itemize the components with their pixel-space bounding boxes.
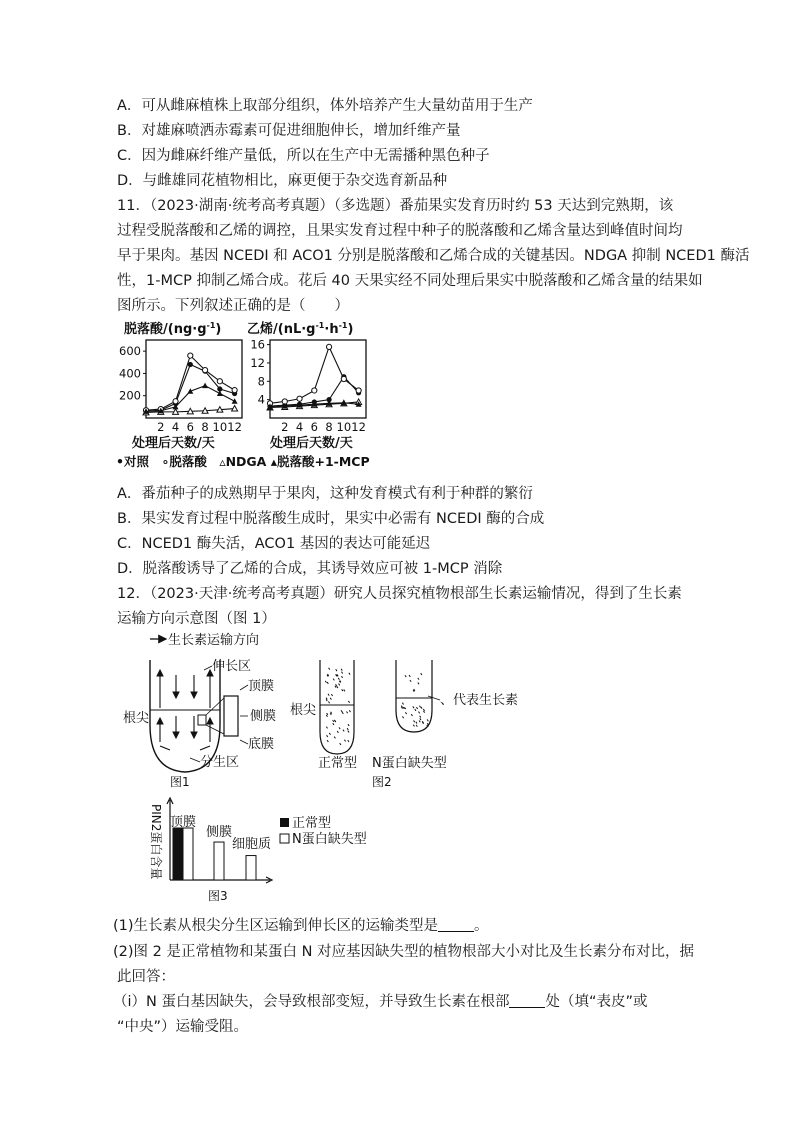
legend-normal-swatch: [280, 818, 289, 827]
q11-stem-line: 11．（2023·湖南·统考高考真题）（多选题）番茄果实发育历时约 53 天达到完熟期，该: [117, 198, 674, 214]
q12-stem-line: 运输方向示意图（图 1）: [117, 611, 276, 627]
fig1-caption: 图1: [170, 775, 190, 789]
cell-marker: [198, 715, 206, 725]
data-point: [202, 367, 207, 372]
q11-option-d: D．脱落酸诱导了乙烯的合成，其诱导效应可被 1-MCP 消除: [117, 561, 503, 577]
fig1-legend: 生长素运输方向: [168, 633, 260, 648]
q12-sub1: (1)生长素从根尖分生区运输到伸长区的运输类型是 。: [113, 918, 489, 934]
normal-type-label: 正常型: [318, 756, 358, 771]
fig2-root-tip-label: 根尖: [290, 703, 317, 718]
q12-sub2-line1: (2)图 2 是正常植物和某蛋白 N 对应基因缺失型的植物根部大小对比及生长素分布对比，据: [113, 944, 695, 960]
data-point: [341, 376, 346, 381]
top-membrane-label: 顶膜: [248, 679, 275, 694]
auxin-dots-mutant: [401, 673, 428, 727]
q11-figure: [110, 316, 380, 474]
x-tick-label: 6: [310, 420, 318, 434]
answer-blank[interactable]: [438, 917, 474, 932]
x-tick-label: 12: [227, 420, 242, 434]
data-point: [312, 388, 317, 393]
auxin-dots-normal: [325, 668, 350, 745]
bar-label-top-membrane: 顶膜: [170, 815, 197, 830]
x-tick-label: 10: [212, 420, 228, 434]
elongation-zone-label: 伸长区: [212, 659, 252, 674]
bottom-membrane-label: 底膜: [248, 737, 275, 752]
ethylene-axis-label: 乙烯$/(nL\cdot g^{-1}\cdot h^{-1})$: [247, 321, 354, 337]
x-tick-label: 8: [201, 420, 209, 434]
chart-legend: •对照 ∘脱落酸 ▵NDGA ▴脱落酸+1-MCP: [116, 454, 370, 469]
q10-option-a: A．可从雌麻植株上取部分组织，体外培养产生大量幼苗用于生产: [117, 98, 533, 114]
q11-stem-line: 早于果肉。基因 NCEDI 和 ACO1 分别是脱落酸和乙烯合成的关键基因。NDGA 抑制 NCED1 酶活: [117, 248, 750, 264]
data-point: [297, 396, 302, 401]
q11-stem-line: 图所示。下列叙述正确的是（ ）: [117, 298, 349, 314]
data-point: [217, 379, 222, 384]
legend-normal-label: 正常型: [292, 816, 332, 831]
legend-mutant-label: N蛋白缺失型: [292, 832, 367, 847]
q11-option-c: C．NCED1 酶失活，ACO1 基因的表达可能延迟: [117, 536, 431, 552]
data-point: [356, 388, 361, 393]
y-tick-label: 4: [257, 392, 265, 407]
right-x-axis-label: 处理后天数/天: [270, 436, 353, 451]
mutant-type-label: N蛋白缺失型: [372, 756, 447, 771]
q12-sub2-line2: 此回答：: [117, 969, 175, 985]
x-tick-label: 8: [325, 420, 333, 434]
auxin-legend-label: 、代表生长素: [440, 693, 519, 708]
x-tick-label: 4: [171, 420, 180, 434]
q11-stem-line: 过程受脱落酸和乙烯的调控，且果实发育过程中种子的脱落酸和乙烯含量达到峰值时间均: [117, 223, 683, 239]
y-tick-label: 400: [119, 366, 141, 381]
data-point: [173, 399, 178, 404]
x-tick-label: 4: [295, 420, 304, 434]
y-tick-label: 8: [257, 374, 265, 389]
y-tick-label: 16: [250, 337, 265, 352]
q12-stem-line: 12．（2023·天津·统考高考真题）研究人员探究植物根部生长素运输情况，得到了生长素: [117, 586, 682, 602]
q11-option-a: A．番茄种子的成熟期早于果肉，这种发育模式有利于种群的繁衍: [117, 486, 533, 502]
left-x-axis-label: 处理后天数/天: [132, 436, 215, 451]
fig2-caption: 图2: [372, 775, 392, 789]
data-point: [217, 390, 223, 396]
side-membrane-label: 侧膜: [250, 709, 277, 724]
bar-mutant: [246, 856, 256, 880]
q12-sub2i-line2: “中央”）运输受阻。: [117, 1019, 249, 1035]
data-point: [326, 344, 331, 349]
y-tick-label: 12: [250, 355, 265, 370]
data-point: [188, 353, 193, 358]
x-tick-label: 6: [186, 420, 194, 434]
bar-mutant: [214, 842, 224, 880]
x-tick-label: 2: [281, 420, 289, 434]
data-point: [232, 398, 238, 404]
bar-label-side-membrane: 侧膜: [206, 825, 233, 840]
answer-blank[interactable]: [509, 993, 545, 1008]
x-tick-label: 12: [351, 420, 366, 434]
data-point: [202, 383, 208, 389]
abscisic-acid-chart: [119, 340, 242, 434]
q10-option-d: D．与雌雄同花植物相比，麻更便于杂交选育新品种: [117, 173, 448, 189]
meristem-label: 分生区: [200, 755, 240, 770]
root-tip-label: 根尖: [123, 711, 150, 726]
abscisic-axis-label: 脱落酸$/(ng\cdot g^{-1})$: [124, 321, 222, 337]
normal-root-outline: [320, 660, 354, 754]
data-point: [232, 388, 237, 393]
fig3-caption: 图3: [208, 889, 228, 903]
bar-label-cytoplasm: 细胞质: [232, 837, 272, 852]
x-tick-label: 10: [336, 420, 352, 434]
ethylene-chart: [250, 338, 366, 434]
q10-option-c: C．因为雌麻纤维产量低，所以在生产中无需播种黑色种子: [117, 148, 490, 164]
fig3-y-axis-label: PIN2蛋白含量: [149, 804, 163, 880]
q12-figure-3: [140, 796, 400, 910]
cell-enlarged: [224, 696, 238, 736]
q11-option-b: B．果实发育过程中脱落酸生成时，果实中必需有 NCEDI 酶的合成: [117, 511, 545, 527]
y-tick-label: 600: [119, 344, 141, 359]
q10-option-b: B．对雄麻喷洒赤霉素可促进细胞伸长，增加纤维产量: [117, 123, 461, 139]
bar-normal: [173, 828, 183, 880]
legend-mutant-swatch: [280, 834, 289, 843]
y-tick-label: 200: [119, 388, 141, 403]
q11-stem-line: 性，1-MCP 抑制乙烯合成。花后 40 天果实经不同处理后果实中脱落酸和乙烯含量的结果如: [117, 273, 703, 289]
x-tick-label: 2: [157, 420, 165, 434]
q12-sub2i: （i）N 蛋白基因缺失，会导致根部变短，并导致生长素在根部 处（填“表皮”或: [113, 994, 648, 1010]
q12-figure-1-2: [123, 630, 550, 790]
fig2: [290, 660, 518, 789]
bar-mutant: [183, 828, 193, 880]
